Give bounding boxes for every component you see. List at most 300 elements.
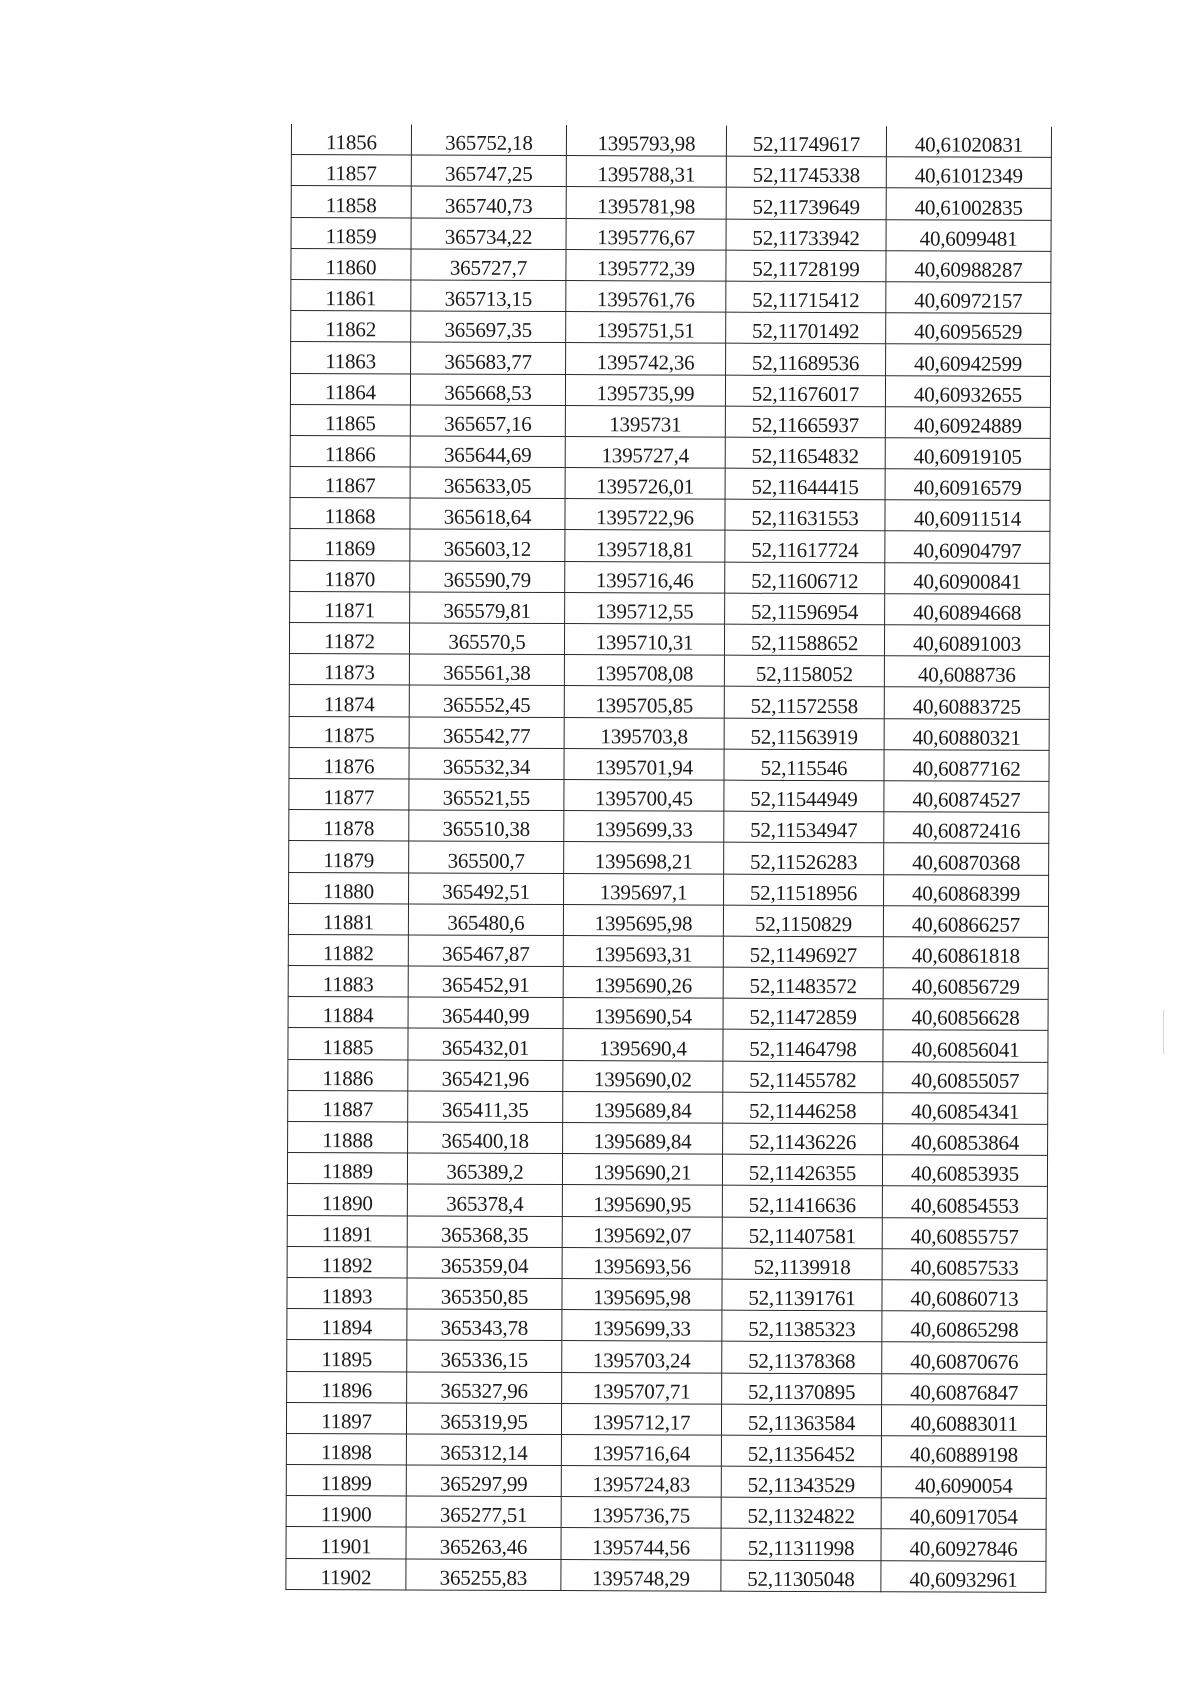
- cell-text: 365350,85: [440, 1284, 529, 1310]
- cell-text: 11859: [325, 223, 377, 249]
- table-row: [286, 1527, 1046, 1561]
- latitude-cell: [724, 842, 884, 874]
- latitude-cell: [726, 156, 886, 188]
- latitude-cell: [723, 1092, 883, 1124]
- cell-text: 52,11689536: [751, 350, 860, 375]
- x-coordinate-cell: [408, 966, 563, 998]
- cell-text: 365603,12: [443, 536, 532, 561]
- cell-text: 1395716,64: [592, 1441, 691, 1466]
- y-coordinate-cell: [565, 468, 725, 500]
- cell-text: 40,60877162: [912, 756, 1021, 781]
- cell-text: 365727,7: [449, 255, 528, 280]
- point-number-cell: [289, 747, 409, 779]
- point-number-cell: [287, 1153, 407, 1185]
- x-coordinate-cell: [411, 124, 566, 155]
- cell-text: 11869: [324, 535, 376, 560]
- longitude-cell: [881, 1436, 1046, 1468]
- cell-text: 52,11563919: [750, 724, 858, 749]
- point-number-cell: [290, 435, 410, 467]
- cell-text: 11858: [325, 192, 377, 217]
- latitude-cell: [721, 1497, 881, 1529]
- cell-text: 40,60865298: [910, 1317, 1019, 1343]
- x-coordinate-cell: [411, 218, 566, 250]
- y-coordinate-cell: [564, 686, 724, 718]
- cell-text: 11856: [326, 130, 377, 155]
- cell-text: 40,60857533: [910, 1255, 1019, 1280]
- latitude-cell: [725, 593, 885, 625]
- cell-text: 11883: [322, 972, 374, 997]
- latitude-cell: [723, 1030, 883, 1062]
- latitude-cell: [726, 250, 886, 282]
- y-coordinate-cell: [563, 967, 723, 999]
- cell-text: 365668,53: [444, 380, 532, 405]
- cell-text: 1395692,07: [593, 1222, 692, 1248]
- cell-text: 11876: [323, 754, 375, 779]
- longitude-cell: [881, 1467, 1046, 1499]
- longitude-cell: [882, 1186, 1047, 1218]
- cell-text: 365561,38: [443, 660, 531, 686]
- cell-text: 1395731: [609, 412, 682, 437]
- point-number-cell: [288, 1059, 408, 1091]
- x-coordinate-cell: [407, 1216, 562, 1248]
- latitude-cell: [725, 499, 885, 531]
- longitude-cell: [883, 1030, 1048, 1062]
- cell-text: 40,60854553: [910, 1192, 1019, 1218]
- latitude-cell: [723, 967, 883, 999]
- cell-text: 365327,96: [440, 1378, 528, 1403]
- latitude-cell: [722, 1341, 882, 1373]
- cell-text: 40,60924889: [913, 413, 1022, 438]
- cell-text: 1395705,85: [595, 692, 694, 718]
- y-coordinate-cell: [566, 125, 726, 156]
- cell-text: 1395690,02: [593, 1066, 692, 1092]
- point-number-cell: [286, 1433, 406, 1465]
- longitude-cell: [884, 812, 1049, 844]
- cell-text: 11857: [325, 161, 377, 186]
- latitude-cell: [726, 219, 886, 251]
- table-row: [290, 498, 1050, 532]
- latitude-cell: [722, 1373, 882, 1405]
- cell-text: 11884: [322, 1003, 374, 1028]
- longitude-cell: [884, 750, 1049, 782]
- longitude-cell: [884, 625, 1049, 657]
- cell-text: 40,60919105: [913, 444, 1022, 469]
- latitude-cell: [725, 531, 885, 563]
- cell-text: 52,11676017: [751, 381, 860, 406]
- x-coordinate-cell: [410, 561, 565, 593]
- longitude-cell: [882, 1217, 1047, 1249]
- longitude-cell: [882, 1342, 1047, 1374]
- cell-text: 40,60870676: [910, 1348, 1019, 1374]
- longitude-cell: [884, 656, 1049, 688]
- cell-text: 11900: [320, 1502, 372, 1527]
- cell-text: 11897: [321, 1409, 372, 1434]
- latitude-cell: [722, 1248, 882, 1280]
- cell-text: 1395718,81: [595, 536, 694, 562]
- cell-text: 365452,91: [441, 972, 530, 998]
- point-number-cell: [288, 997, 408, 1029]
- cell-text: 40,60911514: [913, 506, 1022, 532]
- x-coordinate-cell: [406, 1559, 561, 1591]
- longitude-cell: [884, 843, 1049, 875]
- cell-text: 11880: [323, 878, 374, 904]
- x-coordinate-cell: [407, 1184, 562, 1216]
- cell-text: 1395707,71: [592, 1378, 691, 1404]
- cell-text: 11885: [322, 1034, 374, 1059]
- table-row: [288, 903, 1048, 937]
- cell-text: 365683,77: [444, 349, 532, 374]
- cell-text: 365697,35: [444, 317, 532, 343]
- longitude-cell: [886, 157, 1051, 189]
- cell-text: 1395699,33: [592, 1316, 691, 1341]
- latitude-cell: [723, 1061, 883, 1093]
- latitude-cell: [721, 1404, 881, 1436]
- cell-text: 1395772,39: [597, 256, 695, 281]
- cell-text: 52,1150829: [754, 911, 852, 937]
- cell-text: 1395690,4: [599, 1035, 687, 1061]
- cell-text: 365400,18: [441, 1128, 529, 1154]
- longitude-cell: [883, 1061, 1048, 1093]
- cell-text: 40,60853864: [911, 1130, 1020, 1155]
- cell-text: 365480,6: [447, 910, 525, 935]
- cell-text: 11901: [320, 1533, 372, 1558]
- cell-text: 52,115546: [760, 755, 848, 781]
- latitude-cell: [725, 406, 885, 438]
- cell-text: 1395776,67: [597, 224, 695, 250]
- y-coordinate-cell: [565, 561, 725, 593]
- latitude-cell: [724, 718, 884, 750]
- cell-text: 365389,2: [446, 1159, 524, 1185]
- y-coordinate-cell: [562, 1216, 722, 1248]
- cell-text: 52,11534947: [750, 818, 858, 843]
- table-row: [289, 810, 1049, 844]
- table-row: [288, 1028, 1048, 1062]
- cell-text: 365467,87: [442, 941, 530, 966]
- cell-text: 11864: [325, 379, 376, 405]
- cell-text: 40,60900841: [913, 569, 1022, 594]
- longitude-cell: [882, 1155, 1047, 1187]
- longitude-cell: [883, 905, 1048, 937]
- cell-text: 52,11436226: [748, 1129, 857, 1155]
- table-row: [287, 1371, 1047, 1405]
- cell-text: 11881: [323, 910, 374, 935]
- longitude-cell: [886, 219, 1051, 251]
- y-coordinate-cell: [566, 312, 726, 344]
- cell-text: 11882: [322, 941, 374, 966]
- latitude-cell: [721, 1466, 881, 1498]
- cell-text: 365359,04: [440, 1253, 529, 1278]
- cell-text: 40,60932655: [913, 382, 1023, 407]
- y-coordinate-cell: [561, 1497, 721, 1529]
- point-number-cell: [287, 1371, 407, 1403]
- longitude-cell: [882, 1249, 1047, 1281]
- point-number-cell: [291, 248, 411, 280]
- cell-text: 365510,38: [442, 816, 531, 842]
- cell-text: 11899: [320, 1471, 372, 1496]
- x-coordinate-cell: [410, 592, 565, 624]
- x-coordinate-cell: [407, 1371, 562, 1403]
- x-coordinate-cell: [408, 1028, 563, 1060]
- x-coordinate-cell: [409, 810, 564, 842]
- latitude-cell: [721, 1435, 881, 1467]
- point-number-cell: [289, 654, 409, 686]
- table-row: [289, 716, 1049, 750]
- latitude-cell: [726, 343, 886, 375]
- cell-text: 365657,16: [444, 411, 532, 436]
- y-coordinate-cell: [562, 1278, 722, 1310]
- latitude-cell: [725, 437, 885, 469]
- cell-text: 40,61020831: [914, 132, 1024, 157]
- cell-text: 1395781,98: [597, 193, 696, 219]
- y-coordinate-cell: [565, 405, 725, 437]
- y-coordinate-cell: [564, 717, 724, 749]
- y-coordinate-cell: [562, 1310, 722, 1342]
- y-coordinate-cell: [566, 280, 726, 312]
- point-number-cell: [291, 124, 411, 155]
- point-number-cell: [291, 311, 411, 343]
- cell-text: 40,6090054: [914, 1473, 1013, 1499]
- cell-text: 52,11596954: [750, 599, 859, 625]
- cell-text: 52,11343529: [747, 1473, 855, 1498]
- cell-text: 365378,4: [446, 1191, 524, 1216]
- latitude-cell: [724, 687, 884, 719]
- y-coordinate-cell: [566, 218, 726, 250]
- longitude-cell: [885, 562, 1050, 594]
- table-row: [289, 872, 1049, 906]
- y-coordinate-cell: [564, 811, 724, 843]
- cell-text: 40,60856041: [911, 1037, 1020, 1062]
- y-coordinate-cell: [565, 530, 725, 562]
- table-row: [287, 1184, 1047, 1218]
- point-number-cell: [289, 778, 409, 810]
- table-row: [286, 1558, 1046, 1592]
- y-coordinate-cell: [566, 249, 726, 281]
- point-number-cell: [290, 591, 410, 623]
- y-coordinate-cell: [564, 748, 724, 780]
- latitude-cell: [721, 1529, 881, 1561]
- y-coordinate-cell: [564, 779, 724, 811]
- cell-text: 52,11363584: [747, 1410, 856, 1436]
- cell-text: 11868: [324, 504, 376, 529]
- y-coordinate-cell: [561, 1466, 721, 1498]
- longitude-cell: [881, 1529, 1046, 1561]
- longitude-cell: [885, 438, 1050, 470]
- table-row: [288, 997, 1048, 1031]
- table-row: [289, 747, 1049, 781]
- cell-text: 52,11407581: [748, 1223, 856, 1248]
- cell-text: 365421,96: [441, 1066, 530, 1091]
- cell-text: 1395703,24: [592, 1347, 691, 1373]
- cell-text: 1395727,4: [601, 443, 689, 468]
- longitude-cell: [885, 500, 1050, 532]
- cell-text: 11865: [324, 411, 376, 436]
- x-coordinate-cell: [407, 1153, 562, 1185]
- cell-text: 1395698,21: [594, 848, 693, 874]
- cell-text: 1395699,33: [594, 817, 693, 842]
- cell-text: 11896: [321, 1377, 373, 1403]
- cell-text: 365579,81: [443, 598, 531, 623]
- point-number-cell: [288, 966, 408, 998]
- cell-text: 52,11472859: [749, 1005, 857, 1030]
- table-row: [291, 155, 1051, 189]
- cell-text: 40,60883725: [912, 693, 1021, 719]
- cell-text: 1395695,98: [594, 911, 693, 936]
- latitude-cell: [722, 1217, 882, 1249]
- cell-text: 40,60856729: [911, 974, 1020, 1000]
- cell-text: 1395751,51: [596, 318, 695, 343]
- y-coordinate-cell: [564, 655, 724, 687]
- cell-text: 52,11644415: [751, 475, 859, 500]
- point-number-cell: [289, 810, 409, 842]
- point-number-cell: [287, 1309, 407, 1341]
- latitude-cell: [724, 811, 884, 843]
- x-coordinate-cell: [410, 529, 565, 561]
- cell-text: 40,60889198: [909, 1442, 1018, 1467]
- cell-text: 11888: [322, 1128, 374, 1153]
- y-coordinate-cell: [563, 1029, 723, 1061]
- longitude-cell: [883, 968, 1048, 1000]
- table-row: [286, 1433, 1046, 1467]
- longitude-cell: [885, 531, 1050, 563]
- cell-text: 11894: [321, 1315, 373, 1340]
- x-coordinate-cell: [407, 1247, 562, 1279]
- cell-text: 52,11728199: [752, 256, 860, 282]
- cell-text: 52,11665937: [751, 412, 860, 438]
- cell-text: 52,11416636: [748, 1192, 857, 1217]
- table-row: [289, 841, 1049, 875]
- latitude-cell: [726, 312, 886, 344]
- cell-text: 1395793,98: [597, 131, 696, 156]
- cell-text: 1395716,46: [595, 567, 694, 593]
- y-coordinate-cell: [562, 1154, 722, 1186]
- x-coordinate-cell: [409, 872, 564, 904]
- point-number-cell: [289, 872, 409, 904]
- cell-text: 365734,22: [444, 224, 533, 249]
- x-coordinate-cell: [408, 935, 563, 967]
- cell-text: 40,60880321: [912, 725, 1021, 750]
- cell-text: 40,60855757: [910, 1224, 1019, 1249]
- point-number-cell: [291, 279, 411, 311]
- point-number-cell: [286, 1465, 406, 1497]
- y-coordinate-cell: [564, 842, 724, 874]
- point-number-cell: [287, 1340, 407, 1372]
- x-coordinate-cell: [406, 1434, 561, 1466]
- y-coordinate-cell: [563, 1060, 723, 1092]
- cell-text: 1395708,08: [595, 661, 694, 686]
- cell-text: 40,60972157: [914, 288, 1023, 313]
- cell-text: 1395689,84: [593, 1129, 692, 1154]
- x-coordinate-cell: [411, 280, 566, 312]
- x-coordinate-cell: [411, 249, 566, 281]
- longitude-cell: [886, 344, 1051, 376]
- x-coordinate-cell: [411, 155, 566, 187]
- cell-text: 52,11654832: [751, 443, 859, 469]
- cell-text: 52,11483572: [749, 974, 857, 999]
- cell-text: 365440,99: [441, 1004, 530, 1029]
- table-row: [288, 966, 1048, 1000]
- cell-text: 365752,18: [445, 130, 533, 156]
- cell-text: 365492,51: [442, 879, 530, 904]
- cell-text: 1395735,99: [596, 380, 695, 406]
- cell-text: 365500,7: [447, 848, 525, 873]
- point-number-cell: [286, 1558, 406, 1590]
- cell-text: 52,11378368: [748, 1348, 856, 1373]
- table-row: [291, 217, 1051, 251]
- table-row: [288, 1121, 1048, 1155]
- table-row: [290, 404, 1050, 438]
- cell-text: 40,60894668: [913, 600, 1022, 625]
- cell-text: 1395695,98: [593, 1285, 691, 1310]
- table-row: [287, 1246, 1047, 1280]
- x-coordinate-cell: [409, 779, 564, 811]
- cell-text: 365432,01: [441, 1035, 530, 1060]
- x-coordinate-cell: [410, 498, 565, 530]
- point-number-cell: [287, 1184, 407, 1216]
- cell-text: 40,60904797: [913, 538, 1022, 563]
- cell-text: 52,11749617: [752, 131, 861, 157]
- x-coordinate-cell: [408, 1122, 563, 1154]
- cell-text: 365747,25: [445, 161, 533, 187]
- cell-text: 40,60988287: [914, 257, 1023, 282]
- cell-text: 11866: [324, 442, 376, 467]
- cell-text: 1395693,31: [594, 942, 693, 967]
- x-coordinate-cell: [407, 1278, 562, 1310]
- cell-text: 52,11426355: [748, 1161, 857, 1186]
- point-number-cell: [286, 1527, 406, 1559]
- table-row: [289, 622, 1049, 656]
- cell-text: 52,1139918: [753, 1254, 851, 1280]
- table-row: [287, 1309, 1047, 1343]
- cell-text: 40,60855057: [911, 1068, 1020, 1093]
- cell-text: 52,11733942: [752, 225, 860, 250]
- point-number-cell: [290, 373, 410, 405]
- x-coordinate-cell: [411, 311, 566, 343]
- x-coordinate-cell: [409, 623, 564, 655]
- point-number-cell: [290, 404, 410, 436]
- table-row: [289, 685, 1049, 719]
- y-coordinate-cell: [563, 904, 723, 936]
- cell-text: 365368,35: [440, 1222, 529, 1247]
- x-coordinate-cell: [408, 997, 563, 1029]
- cell-text: 52,11518956: [749, 880, 858, 905]
- cell-text: 40,60856628: [911, 1005, 1020, 1031]
- cell-text: 52,11324822: [747, 1504, 855, 1529]
- cell-text: 1395703,8: [600, 723, 688, 749]
- table-row: [291, 279, 1051, 313]
- point-number-cell: [287, 1277, 407, 1309]
- y-coordinate-cell: [563, 1123, 723, 1155]
- latitude-cell: [722, 1310, 882, 1342]
- cell-text: 11870: [324, 566, 376, 592]
- table-row: [290, 435, 1050, 469]
- point-number-cell: [286, 1402, 406, 1434]
- longitude-cell: [884, 781, 1049, 813]
- point-number-cell: [290, 498, 410, 530]
- cell-text: 1395710,31: [595, 630, 694, 655]
- cell-text: 11890: [321, 1190, 373, 1215]
- cell-text: 40,60942599: [914, 350, 1023, 376]
- cell-text: 11863: [325, 348, 376, 373]
- cell-text: 52,11715412: [752, 287, 860, 313]
- longitude-cell: [886, 126, 1051, 157]
- table-row: [289, 654, 1049, 688]
- longitude-cell: [885, 406, 1050, 438]
- cell-text: 40,60866257: [911, 912, 1021, 937]
- longitude-cell: [883, 937, 1048, 969]
- table-row: [289, 778, 1049, 812]
- cell-text: 52,11701492: [752, 319, 860, 344]
- cell-text: 11891: [321, 1221, 373, 1247]
